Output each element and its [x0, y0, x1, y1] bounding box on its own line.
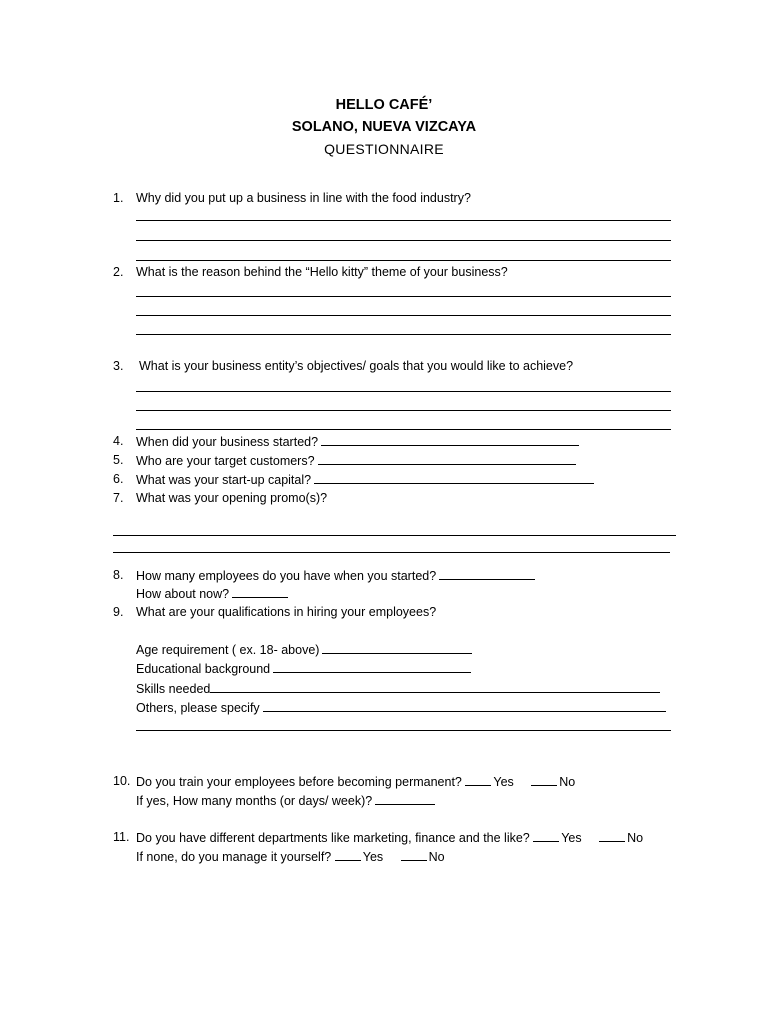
answer-blank[interactable]: [232, 585, 288, 598]
yes-blank[interactable]: [465, 773, 491, 786]
question-8-text: How many employees do you have when you started?: [136, 569, 437, 583]
question-number: 4.: [113, 434, 124, 448]
question-number: 9.: [113, 605, 124, 619]
question-6-text: What was your start-up capital?: [136, 473, 312, 487]
others-specify: [136, 699, 666, 716]
age-requirement: [136, 641, 472, 658]
question-3-text: What is your business entity’s objectives/ goals that you would like to achieve?: [139, 359, 574, 373]
question-10-text: Do you train your employees before becoming permanent?: [136, 775, 462, 789]
age-requirement-label: Age requirement ( ex. 18- above): [136, 643, 320, 657]
answer-line[interactable]: [136, 240, 671, 241]
answer-line[interactable]: [136, 220, 671, 221]
questionnaire-title: QUESTIONNAIRE: [324, 141, 444, 157]
question-number: 8.: [113, 568, 124, 582]
answer-line[interactable]: [113, 535, 676, 536]
no-blank[interactable]: [599, 829, 625, 842]
no-label: No: [559, 775, 576, 789]
yes-label: Yes: [493, 775, 514, 789]
question-4-text: When did your business started?: [136, 435, 319, 449]
answer-blank[interactable]: [439, 567, 535, 580]
question-1-text: Why did you put up a business in line with the food industry?: [136, 191, 471, 205]
cafe-title: HELLO CAFÉ’: [335, 97, 433, 113]
answer-line[interactable]: [136, 315, 671, 316]
answer-blank[interactable]: [375, 792, 435, 805]
answer-blank[interactable]: [210, 680, 660, 693]
question-7-text: What was your opening promo(s)?: [136, 491, 328, 505]
answer-blank[interactable]: [322, 641, 472, 654]
answer-blank[interactable]: [314, 471, 594, 484]
answer-line[interactable]: [136, 391, 671, 392]
no-label: No: [428, 850, 445, 864]
question-10-sub-text: If yes, How many months (or days/ week)?: [136, 794, 373, 808]
question-8-sub: [136, 585, 288, 602]
question-number: 10.: [113, 774, 131, 788]
question-5: [136, 452, 576, 469]
answer-line[interactable]: [136, 334, 671, 335]
answer-line[interactable]: [113, 552, 670, 553]
answer-line[interactable]: [136, 410, 671, 411]
location-title: SOLANO, NUEVA VIZCAYA: [291, 119, 477, 135]
educational-background: [136, 660, 471, 677]
answer-blank[interactable]: [273, 660, 471, 673]
question-number: 1.: [113, 191, 124, 205]
question-8: [136, 567, 535, 584]
skills-needed-label: Skills needed: [136, 682, 211, 696]
no-blank[interactable]: [401, 848, 427, 861]
yes-label: Yes: [362, 850, 384, 864]
others-specify-label: Others, please specify: [136, 701, 260, 715]
question-4: [136, 433, 579, 450]
answer-line[interactable]: [136, 429, 671, 430]
question-number: 5.: [113, 453, 124, 467]
question-10-sub: [136, 792, 435, 809]
answer-line[interactable]: [136, 260, 671, 261]
question-6: [136, 471, 594, 488]
yes-label: Yes: [561, 831, 582, 845]
question-number: 2.: [113, 265, 124, 279]
question-number: 6.: [113, 472, 124, 486]
question-11: [136, 829, 643, 846]
answer-line[interactable]: [136, 730, 671, 731]
question-11-sub-text: If none, do you manage it yourself?: [136, 850, 332, 864]
no-blank[interactable]: [531, 773, 557, 786]
question-10: [136, 773, 575, 790]
question-number: 7.: [113, 491, 124, 505]
answer-blank[interactable]: [263, 699, 666, 712]
yes-blank[interactable]: [335, 848, 361, 861]
educational-background-label: Educational background: [136, 662, 271, 676]
question-5-text: Who are your target customers?: [136, 454, 315, 468]
question-9-text: What are your qualifications in hiring your employees?: [136, 605, 437, 619]
question-number: 11.: [113, 830, 130, 844]
skills-needed: [136, 680, 660, 697]
question-11-sub: [136, 848, 445, 865]
question-number: 3.: [113, 359, 124, 373]
answer-blank[interactable]: [318, 452, 576, 465]
yes-blank[interactable]: [533, 829, 559, 842]
question-11-text: Do you have different departments like marketing, finance and the like?: [136, 831, 530, 845]
question-8-sub-text: How about now?: [136, 587, 230, 601]
no-label: No: [627, 831, 644, 845]
answer-line[interactable]: [136, 296, 671, 297]
question-2-text: What is the reason behind the “Hello kitty” theme of your business?: [136, 265, 508, 279]
answer-blank[interactable]: [321, 433, 579, 446]
